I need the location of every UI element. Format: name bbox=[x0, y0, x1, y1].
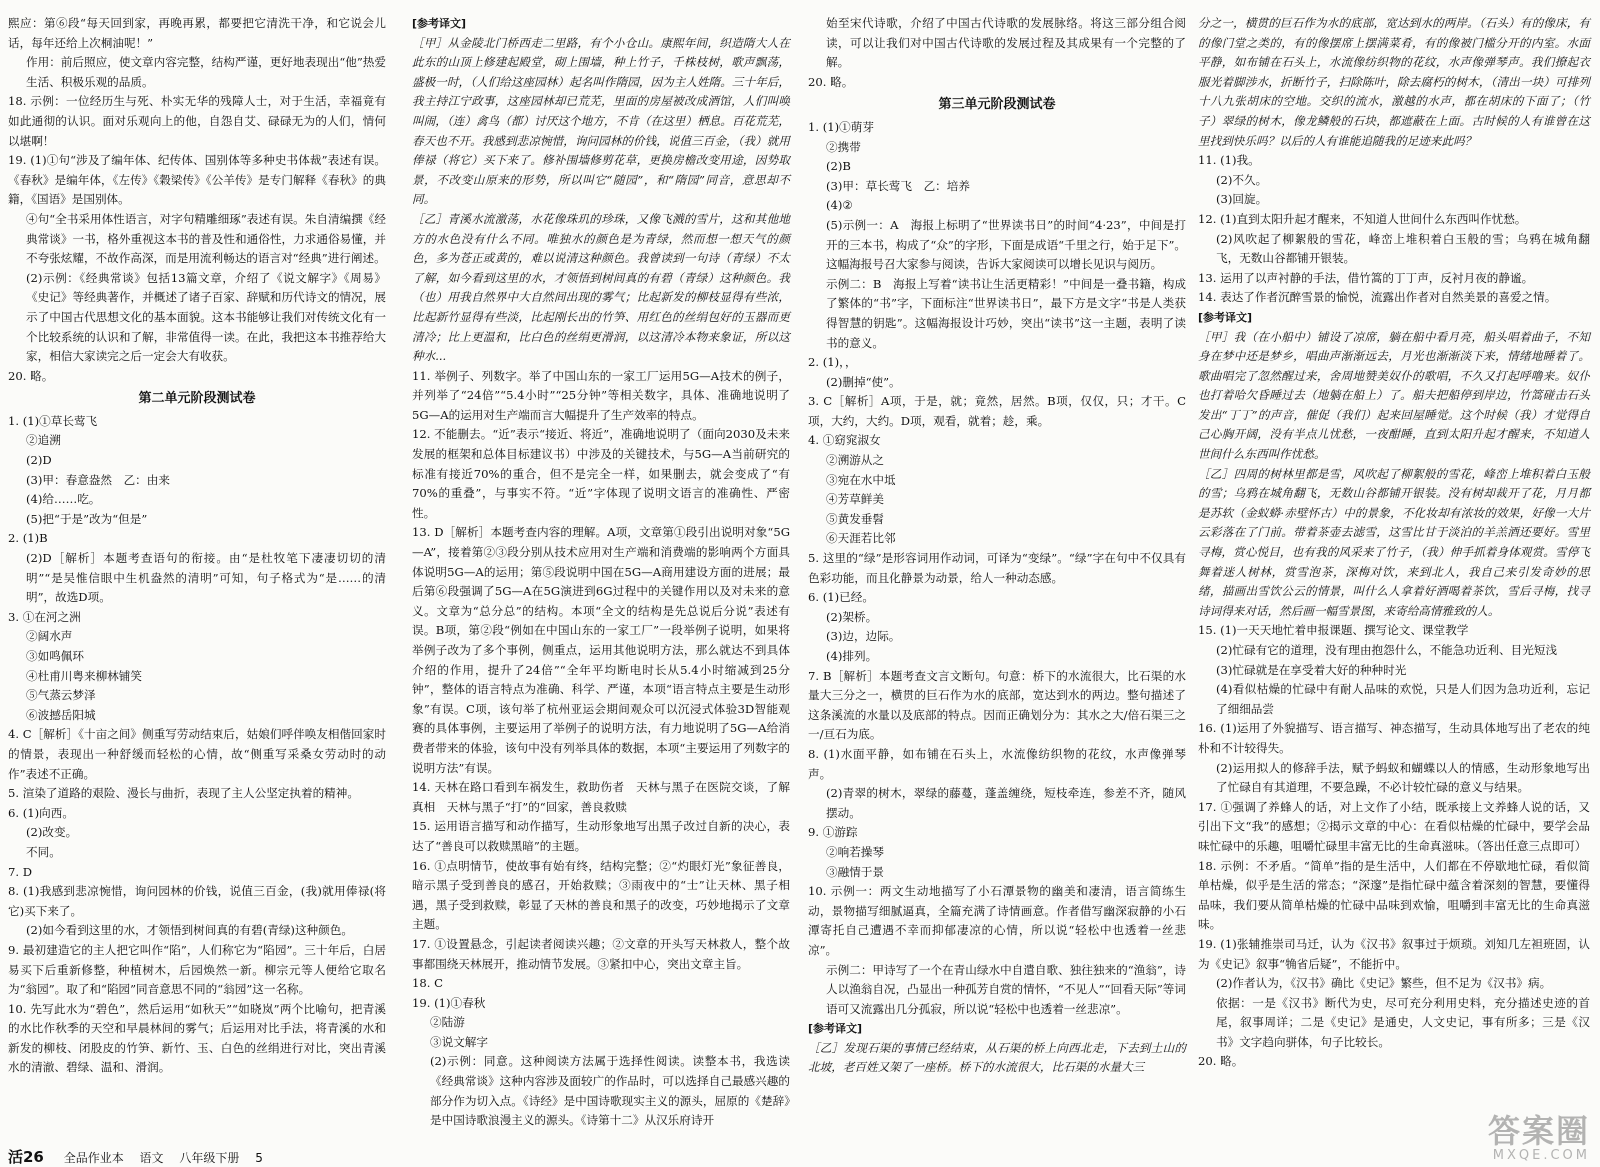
answer-line: 2. (1)，， bbox=[808, 355, 857, 370]
answer-line: 16. (1)运用了外貌描写、语言描写、神态描写，生动具体地写出了老农的纯朴和不计较得失。 bbox=[1198, 721, 1590, 755]
answer-line: 16. ①点明情节，使故事有始有终，结构完整；②“灼眼灯光”象征善良，暗示黑子受到善良的感召，开始救赎；③雨夜中的“士”让天林、黑子相遇，黑子受到救赎，彰显了天林的善良和黑子的改变，巧妙地揭示了文章主题。 bbox=[412, 858, 790, 932]
page-number: 活26 bbox=[8, 1148, 44, 1166]
answer-line: 8. (1)水面平静，如布铺在石头上，水流像纺织物的花纹，水声像弹琴声。 bbox=[808, 746, 1186, 781]
answer-line: 10. 示例一：两文生动地描写了小石潭景物的幽美和凄清，语言简练生动，景物描写细腻逼真，全篇充满了诗情画意。作者借写幽深寂静的小石潭寄托自己遭遇不幸而抑郁凄凉的心情，所以说“轻松中也透着一丝悲凉”。 bbox=[808, 884, 1186, 957]
translation-paragraph: ［甲］我（在小船中）铺设了凉席，躺在船中看月亮，船头唱着曲子，不知身在梦中还是梦乡，唱曲声渐渐远去，月光也渐渐淡下来，情绪地睡着了。歌曲唱完了忽然醒过来，舍周地赞美奴仆的歌唱，不久又打起呼噜来。奴仆也打着哈欠昏睡过去（地躺在船上）了。船夫把船停到岸边，竹篙碰击石头发出“丁丁”的声音，催促（我们）起来回屋睡觉。这个时候（我）才觉得自己心胸开阔，没有半点儿忧愁，一夜酣睡，直到太阳升起才醒来，不知道人世间什么东西叫作忧愁。 bbox=[1198, 329, 1590, 462]
answer-line: (2)忙碌有它的道理，没有理由抱怨什么，不能急功近利、目光短浅 bbox=[1216, 643, 1558, 657]
answer-line: 20. 略。 bbox=[808, 74, 854, 89]
answer-line: 19. (1)①句“涉及了编年体、纪传体、国别体等多种史书体裁”表述有误。《春秋》是编年体，《左传》《穀梁传》《公羊传》是专门解释《春秋》的典籍，《国语》是国别体。 bbox=[8, 153, 386, 207]
answer-line: 18. 示例：一位经历生与死、朴实无华的残障人士，对于生活，幸福竟有如此通彻的认识。面对乐观向上的他，自怨自艾、碌碌无为的人们，情何以堪啊！ bbox=[8, 94, 386, 148]
answer-line: 5. 这里的“绿”是形容词用作动词，可译为“变绿”。“绿”字在句中不仅具有色彩功能，而且化静景为动景，给人一种动态感。 bbox=[808, 551, 1186, 585]
answer-line: 20. 略。 bbox=[1198, 1054, 1244, 1069]
answer-line: 示例二：B 海报上写着“读书让生活更精彩！”中间是一叠书籍，构成了繁体的“书”字，下面标注“世界读书日”，最下方是文字“书是人类获得智慧的钥匙”。这幅海报设计巧妙，突出“读书”这一主题，表明了读书的意义。 bbox=[826, 276, 1186, 350]
answer-line: (3)甲：草长莺飞 乙：培养 bbox=[826, 178, 970, 193]
answer-line: 5. 渲染了道路的艰险、漫长与曲折，表现了主人公坚定执着的精神。 bbox=[8, 786, 359, 801]
answer-line: (2)运用拟人的修辞手法，赋予蚂蚁和蝴蝶以人的情感，生动形象地写出了忙碌自有其道理，不要急躁，不必计较忙碌的意义与结果。 bbox=[1216, 760, 1590, 795]
book-title: 全品作业本 bbox=[63, 1151, 124, 1165]
answer-column-1 bbox=[8, 14, 386, 1078]
answer-line: 1. (1)①萌芽 bbox=[808, 119, 874, 134]
answer-column-3 bbox=[808, 14, 1186, 1078]
translation-tag: [参考译文] bbox=[412, 17, 467, 30]
answer-line: 12. 不能删去。“近”表示“接近、将近”，准确地说明了（面向2030及未来发展的框架和总体目标建议书）中涉及的关键技术，与5G—A当前研究的标准有接近70%的重合，但不是完全一样，如果删去，就会变成了“有70%的重叠”，与事实不符。“近”字体现了说明文语言的准确性、严密性。 bbox=[412, 427, 790, 520]
answer-line: ②陆游 bbox=[430, 1015, 465, 1030]
answer-line: 始至宋代诗歌，介绍了中国古代诗歌的发展脉络。将这三部分组合阅读，可以让我们对中国古代诗歌的发展过程及其成果有一个完整的了解。 bbox=[826, 16, 1186, 70]
translation-paragraph: ［乙］发现石渠的事情已经结束，从石渠的桥上向西北走，下去到土山的北坡，老百姓又架了一座桥。桥下的水流很大，比石渠的水量大三 bbox=[808, 1040, 1186, 1075]
answer-line: ⑥波撼岳阳城 bbox=[26, 707, 96, 722]
answer-line: (2)B bbox=[826, 159, 851, 174]
answer-line: (2)青翠的树木，翠绿的藤蔓，蓬盖缠绕，短枝牵连，参差不齐，随风摆动。 bbox=[826, 786, 1186, 820]
answer-line: 19. (1)张辅推崇司马迁，认为《汉书》叙事过于烦琐。刘知几左袒班固，认为《史记》叙事“觕省后疑”，不能折中。 bbox=[1198, 936, 1590, 971]
answer-line: ③如鸣佩环 bbox=[26, 649, 84, 663]
section-heading: 第二单元阶段测试卷 bbox=[138, 391, 256, 407]
answer-line: (2)示例：《经典常谈》包括13篇文章，介绍了《说文解字》《周易》《史记》等经典著作，并概述了诸子百家、辞赋和历代诗文的情况，展示了中国古代思想文化的基本面貌。这本书能够让我们对传统文化有一个比较系统的认识和了解，非常值得一读。在此，我把这本书推荐给大家，相信大家读完之后一定会大有收获。 bbox=[26, 270, 386, 364]
answer-line: (3)回旋。 bbox=[1216, 192, 1268, 207]
watermark-logo-text: 答案圈 bbox=[1487, 1112, 1590, 1150]
answer-line: ⑥天涯若比邻 bbox=[826, 531, 896, 546]
answer-line: ②携带 bbox=[826, 139, 861, 154]
answer-line: 8. (1)我感到悲凉惋惜，询问园林的价钱，说值三百金，(我)就用俸禄(将它)买下来了。 bbox=[8, 884, 386, 918]
answer-line: 9. 最初建造它的主人把它叫作“陷”，人们称它为“陷园”。三十年后，白居易买下后重新修整，种植树木，后园焕然一新。柳宗元等人便给它取名为“翁园”。取了和“陷园”同音意思不同的“翁园”这一名称。 bbox=[8, 942, 386, 997]
watermark bbox=[1488, 1114, 1590, 1163]
answer-line: ③融情于景 bbox=[826, 864, 884, 879]
answer-line: 6. (1)向西。 bbox=[8, 805, 74, 820]
answer-line: ⑤黄发垂髫 bbox=[826, 511, 884, 526]
answer-line: 15. 运用语言描写和动作描写，生动形象地写出黑子改过自新的决心，表达了“善良可以救赎黑暗”的主题。 bbox=[412, 819, 790, 853]
answer-line: 14. 表达了作者沉醉雪景的愉悦，流露出作者对自然美景的喜爱之情。 bbox=[1198, 290, 1557, 305]
answer-line: (4)看似枯燥的忙碌中有耐人品味的欢悦，只是人们因为急功近利，忘记了细细品尝 bbox=[1216, 682, 1590, 716]
answer-line: (2)D［解析］本题考查语句的衔接。由“是杜牧笔下凄凄切切的清明”“是吴惟信眼中生机盎然的清明”可知，句子格式为“是……的清明”，故选D项。 bbox=[26, 551, 386, 605]
answer-line: 17. ①强调了养蜂人的话，对上文作了小结，既承接上文养蜂人说的话，又引出下文“我”的感想；②揭示文章的中心：在看似枯燥的忙碌中，要学会品味忙碌中的乐趣，咀嚼忙碌里丰富无比的生命真滋味。（答出任意三点即可） bbox=[1198, 799, 1590, 853]
answer-line: (3)边，边际。 bbox=[826, 629, 901, 644]
answer-line: 1. (1)①草长莺飞 bbox=[8, 413, 98, 428]
answer-line: (3)忙碌就是在享受着大好的种种时光 bbox=[1216, 662, 1407, 677]
answer-line: 13. D［解析］本题考查内容的理解。A项，文章第①段引出说明对象“5G—A”，接着第②③段分别从技术应用对生产端和消费端的影响两个方面具体说明5G—A的运用；第⑤段说明中国在5G—A商用建设方面的进展；最后第⑥段强调了5G—A在5G演进到6G过程中的关键作用以及对未来的意义。文章为“总分总”的结构。本项“全文的结构是先总说后分说”表述有误。B项，第②段“例如在中国山东的一家工厂”一段举例子说明，如果将举例子改为了多个事例，侧重点，运用其他说明方法，那么就达不到具体介绍的作用，提升了24倍”“全年平均断电时长从5.4小时缩减到25分钟”，整体的语言特点为准确、科学、严谨，本项“语言特点主要是生动形象”有误。C项，该句举了杭州亚运会期间观众可以沉浸式体验3D智能观赛的具体事例，主要运用了举例子的说明方法，有力地说明了5G—A给消费者带来的体验，该句中没有列举具体的数据，本项“主要运用了列数字的说明方法”有误。 bbox=[412, 525, 790, 775]
answer-line: 19. (1)①春秋 bbox=[412, 995, 486, 1010]
answer-line: ③宛在水中坻 bbox=[826, 472, 896, 487]
answer-line: 7. B［解析］本题考查文言文断句。句意：桥下的水流很大，比石渠的水量大三分之一，横贯的巨石作为水的底部，宽达到水的两边。整句描述了这条溪流的水量以及底部的特点。因而正确划分为：其水之大/倍石渠三之一/亘石为底。 bbox=[808, 668, 1186, 742]
answer-line: (5)把“于是”改为“但是” bbox=[26, 511, 148, 526]
section-heading: 第三单元阶段测试卷 bbox=[938, 97, 1056, 113]
translation-tag: [参考译文] bbox=[808, 1022, 863, 1036]
answer-column-4 bbox=[1198, 14, 1590, 1072]
answer-line: 3. ①在河之洲 bbox=[8, 609, 81, 624]
answer-line: 13. 运用了以声衬静的手法，借竹篙的丁丁声，反衬月夜的静谧。 bbox=[1198, 270, 1534, 285]
answer-line: 4. C［解析］《十亩之间》侧重写劳动结束后，姑娘们呼伴唤友相偕回家时的情景，表现出一种舒缓而轻松的心情，故“侧重写采桑女劳动时的动作”表述不正确。 bbox=[8, 727, 386, 781]
grade-label: 八年级下册 bbox=[179, 1151, 240, 1165]
answer-line: 4. ①窈窕淑女 bbox=[808, 433, 881, 448]
answer-line: (5)示例一：A 海报上标明了“世界读书日”的时间“4·23”，中间是打开的三本书，构成了“众”的字形，下面是成语“千里之行，始于足下”。这幅海报号召大家参与阅读，告诉大家阅读可以增长见识与阅历。 bbox=[826, 217, 1186, 272]
answer-line: 11. (1)我。 bbox=[1198, 153, 1260, 168]
answer-column-2 bbox=[412, 14, 790, 1131]
answer-line: ②阔水声 bbox=[26, 629, 73, 644]
answer-line: 17. ①设置悬念，引起读者阅读兴趣；②文章的开头写天林救人，整个故事都围绕天林展开，推动情节发展。③紧扣中心，突出文章主旨。 bbox=[412, 936, 790, 971]
answer-line: (4)给……吃。 bbox=[26, 492, 101, 507]
answer-line: 15. (1)一天天地忙着申报课题、撰写论文、课堂教学 bbox=[1198, 623, 1469, 638]
answer-line: 7. D bbox=[8, 864, 33, 879]
answer-line: 依据：一是《汉书》断代为史，尽可充分利用史料，充分描述史迹的首尾，叙事周详；二是《史记》是通史，人文史记，事有所多；三是《汉书》文字趋向骈体，句子比较长。 bbox=[1216, 995, 1590, 1049]
answer-line: (2)D bbox=[26, 453, 52, 468]
translation-paragraph: ［乙］青溪水流激荡，水花像珠玑的珍珠，又像飞溅的雪片，这和其他地方的水色没有什么不同。唯独水的颜色是为青绿，然而想一想天气的颜色，多为苍正或黄的，难以说清这种颜色。我曾读到一句诗（青绿）不太了解，如今看到这里的水，才领悟到树间真的有碧（青绿）这种颜色。我（也）用我自然界中大自然间出现的雾气；比起新发的柳枝显得有些浓，比起新竹显得有些淡，比起刚长出的竹笋、用红色的丝绢包好的玉器而更清冷；比上更温和，比白色的丝绢更滑润，以这清冷本物来象证，所以这种水... bbox=[412, 211, 790, 364]
answer-line: 18. C bbox=[412, 976, 443, 991]
answer-line: (2)如今看到这里的水，才领悟到树间真的有碧(青绿)这种颜色。 bbox=[26, 923, 353, 938]
answer-line: (2)风吹起了柳絮般的雪花，峰峦上堆积着白玉般的雪；乌鸦在城角翻飞，无数山谷都铺开银装。 bbox=[1216, 231, 1590, 266]
answer-line: 10. 先写此水为“碧色”，然后运用“如秋天”“如晓岚”两个比喻句，把青溪的水比作秋季的天空和早晨林间的雾气；后运用对比手法，将青溪的水和新发的柳枝、闭股皮的竹笋、新竹、玉、白色的丝绢进行对比，突出青溪水的清澈、碧绿、温和、滑润。 bbox=[8, 1001, 386, 1075]
subject-label: 语文 bbox=[139, 1151, 164, 1165]
answer-line: ②响若操琴 bbox=[826, 844, 884, 859]
answer-line: (3)甲：春意盎然 乙：由来 bbox=[26, 472, 170, 487]
answer-line: 不同。 bbox=[26, 844, 61, 859]
answer-line: (2)删掉“使”。 bbox=[826, 374, 901, 389]
answer-line: 6. (1)已经。 bbox=[808, 590, 874, 605]
answer-line: ②追溯 bbox=[26, 433, 61, 448]
answer-line: ④句“全书采用体性语言，对字句精雕细琢”表述有误。朱自清编撰《经典常谈》一书，格外重视这本书的普及性和通俗性，力求通俗易懂，并不夸张炫耀，不故作高深，而是用流利畅达的语言对“经典”进行阐述。 bbox=[26, 211, 386, 266]
answer-line: 11. 举例子、列数字。举了中国山东的一家工厂运用5G—A技术的例子，并列举了“24倍”“5.4小时”“25分钟”等相关数字，具体、准确地说明了5G—A的运用对生产端而言大幅提升了生产效率的特点。 bbox=[412, 368, 790, 422]
translation-paragraph: ［乙］四周的树林里都是雪，风吹起了柳絮般的雪花，峰峦上堆积着白玉般的雪；乌鸦在城角翻飞，无数山谷都铺开银装。没有树却裁开了花，月月都是苏软（金蚁蟒·赤壁怀古）中的景象，不化妆却有浓妆的效果，好像一大片云彩落在了门前。带着茶壶去滤雪，这雪比甘于淡泊的羊羔酒还要好。雪里寻梅，赏心悦目，也有我的风采来了竹子，（我）伸手抓着身体观赏。雪停飞舞着迷人树林，赏雪泡茶，深梅对饮，来到北人，我自己来引发奇妙的思绪，描画出雪饮公云的情景，叫什么人拿着好酒喝着茶饮，雪后寻梅，找寻诗词得来对话，然后画一幅雪景图，来寄给高情雅致的人。 bbox=[1198, 466, 1590, 618]
answer-line: ④芳草鲜美 bbox=[826, 492, 884, 507]
answer-line: 2. (1)B bbox=[8, 531, 48, 546]
answer-line: ③说文解字 bbox=[430, 1034, 488, 1049]
translation-paragraph: ［甲］从金陵北门桥西走二里路，有个小仓山。康熙年间，织造隋大人在此东的山顶上修建起殿堂，砌上围墙，种上竹子，千株枝树，歌声飘荡，盛极一时，（人们给这座园林）起名叫作隋园，因为主人姓隋。三十年后，我主持江宁政事，这座园林却已荒芜，里面的房屋被改成酒馆，人们叫唤叫闹，（连）禽鸟（都）讨厌这个地方，不肯（在这里）栖息。百花荒芜，春天也不开。我感到悲凉惋惜，询问园林的价钱，说值三百金，（我）就用俸禄（将它）买下来了。修补围墙修剪花草，更换房檐改变用途，因势取景，不改变山原来的形势，所以叫它“随园”，和“隋园”同音，意思却不同。 bbox=[412, 35, 790, 207]
volume-number: 5 bbox=[255, 1151, 263, 1165]
answer-line: ②溯游从之 bbox=[826, 453, 884, 468]
answer-line: 9. ①游踪 bbox=[808, 825, 858, 840]
answer-line: 示例二：甲诗写了一个在青山绿水中自遣自歌、独往独来的“渔翁”，诗人以渔翁自况，凸显出一种孤芳自赏的情怀，“不见人”“回看天际”等词语可又流露出几分孤寂，所以说“轻松中也透着一丝悲凉”。 bbox=[826, 962, 1186, 1016]
answer-line: (2)作者认为，《汉书》确比《史记》繁些，但不足为《汉书》病。 bbox=[1216, 976, 1552, 991]
answer-line: (2)架桥。 bbox=[826, 609, 878, 624]
page-footer bbox=[8, 1146, 275, 1167]
answer-line: (2)示例：同意。这种阅读方法属于选择性阅读。读整本书，我选读《经典常谈》这种内容涉及面较广的作品时，可以选择自己最感兴趣的部分作为切入点。《诗经》是中国诗歌现实主义的源头，屈原的《楚辞》是中国诗歌浪漫主义的源头。《诗第十二》从汉乐府诗开 bbox=[430, 1054, 790, 1128]
answer-line: (2)改变。 bbox=[26, 825, 78, 840]
answer-line: 作用：前后照应，使文章内容完整，结构严谨，更好地表现出“他”热爱生活、积极乐观的品质。 bbox=[26, 55, 386, 89]
answer-line: (2)不久。 bbox=[1216, 172, 1268, 187]
answer-line: (4)排列。 bbox=[826, 649, 878, 663]
answer-line: 3. C［解析］A项，于是，就；竟然，居然。B项，仅仅，只；才干。C项，大约，大约。D项，观看，就着；趁，乘。 bbox=[808, 394, 1186, 428]
answer-line: 12. (1)直到太阳升起才醒来，不知道人世间什么东西叫作忧愁。 bbox=[1198, 211, 1527, 226]
translation-paragraph: 分之一，横贯的巨石作为水的底部，宽达到水的两岸。（石头）有的像床，有的像门堂之类的，有的像摆席上摆满菜肴，有的像被门槛分开的内室。水面平静，如布铺在石头上，水流像纺织物的花纹，水声像弹琴声。我们撩起衣服光着脚涉水，折断竹子，扫除陈叶，除去腐朽的树木，（清出一块）可排列十八九张胡床的空地。交织的流水，激越的水声，都在胡床的下面了；（竹子）翠绿的树木，像龙鳞般的石块，都遮蔽在上面。古时候的人有谁曾在这里找到快乐吗？以后的人有谁能追随我的足迹来此吗？ bbox=[1198, 16, 1590, 148]
watermark-url: MXQE.COM bbox=[1492, 1148, 1590, 1163]
answer-line: 18. 示例：不矛盾。“简单”指的是生活中，人们都在不停歇地忙碌，看似简单枯燥，似乎是生活的常态；“深邃”是指忙碌中蕴含着深刻的智慧，要懂得品味，我们要从简单枯燥的忙碌中品味到欢愉，咀嚼到丰富无比的生命真滋味。 bbox=[1198, 858, 1590, 932]
answer-line: 20. 略。 bbox=[8, 368, 54, 383]
answer-line: 14. 天林在路口看到车祸发生，救助伤者 天林与黑子在医院交谈，了解真相 天林与黑子“打”的“回家，善良救赎 bbox=[412, 780, 790, 814]
answer-line: ⑤气蒸云梦泽 bbox=[26, 688, 96, 703]
answer-line: (4)② bbox=[826, 198, 853, 213]
answer-line: ④杜甫川粤来柳林铺笑 bbox=[26, 668, 142, 683]
answer-line: 熙应：第⑥段“每天回到家，再晚再累，都要把它清洗干净，和它说会儿话，每年还给上次桐油呢！” bbox=[8, 16, 386, 50]
translation-tag: [参考译文] bbox=[1198, 310, 1253, 324]
